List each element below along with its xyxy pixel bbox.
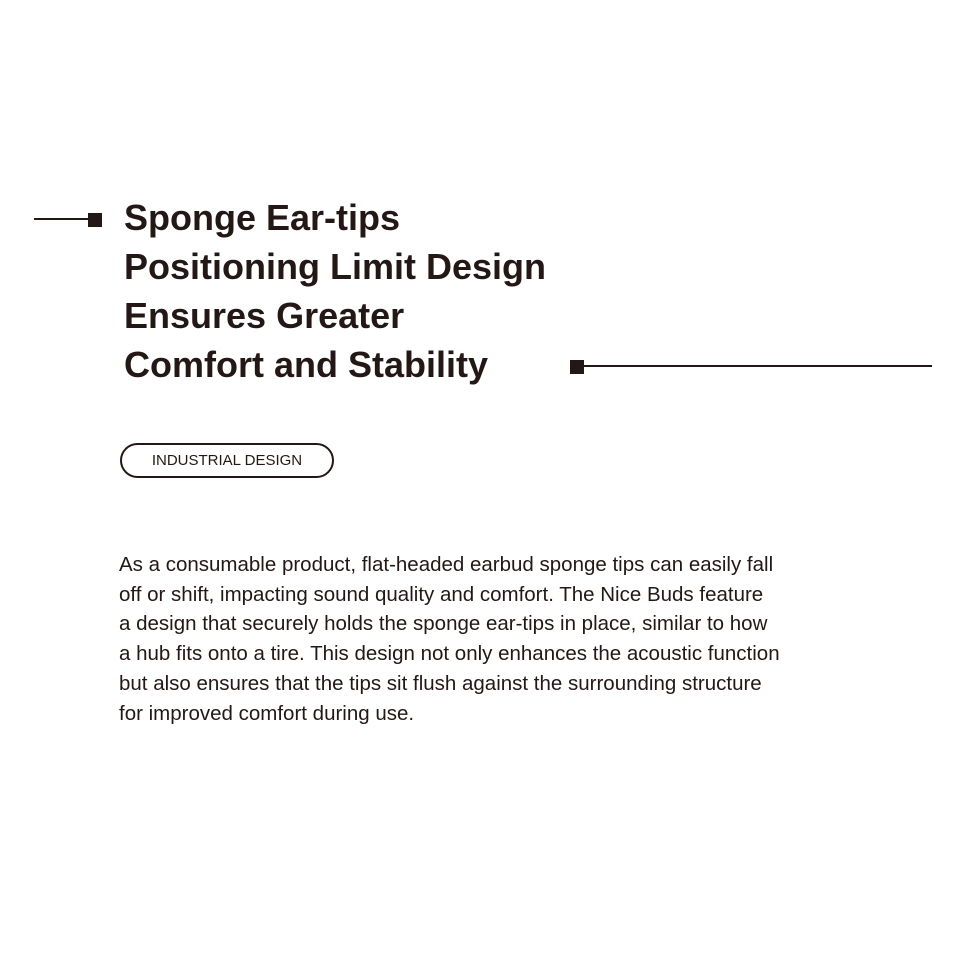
category-tag-label: INDUSTRIAL DESIGN <box>151 452 303 469</box>
heading-line: Sponge Ear-tips <box>124 197 401 238</box>
top-left-divider-line <box>34 218 92 220</box>
heading-line: Positioning Limit Design <box>124 246 546 287</box>
heading-line: Ensures Greater <box>124 295 405 336</box>
heading-line: Comfort and Stability <box>124 344 489 385</box>
top-left-square-marker <box>88 213 102 227</box>
right-square-marker <box>570 360 584 374</box>
description-line: off or shift, impacting sound quality and comfort. The Nice Buds feature <box>119 582 764 606</box>
description-line: but also ensures that the tips sit flush against the surrounding structure <box>119 671 762 695</box>
right-divider-line <box>580 365 932 367</box>
description-line: a hub fits onto a tire. This design not only enhances the acoustic function <box>119 642 780 666</box>
category-tag <box>120 443 334 478</box>
description-line: As a consumable product, flat-headed earbud sponge tips can easily fall <box>119 553 774 576</box>
description-line: a design that securely holds the sponge ear-tips in place, similar to how <box>119 612 768 636</box>
description-line: for improved comfort during use. <box>119 701 415 725</box>
description-paragraph <box>119 550 879 728</box>
page-heading <box>124 193 546 389</box>
